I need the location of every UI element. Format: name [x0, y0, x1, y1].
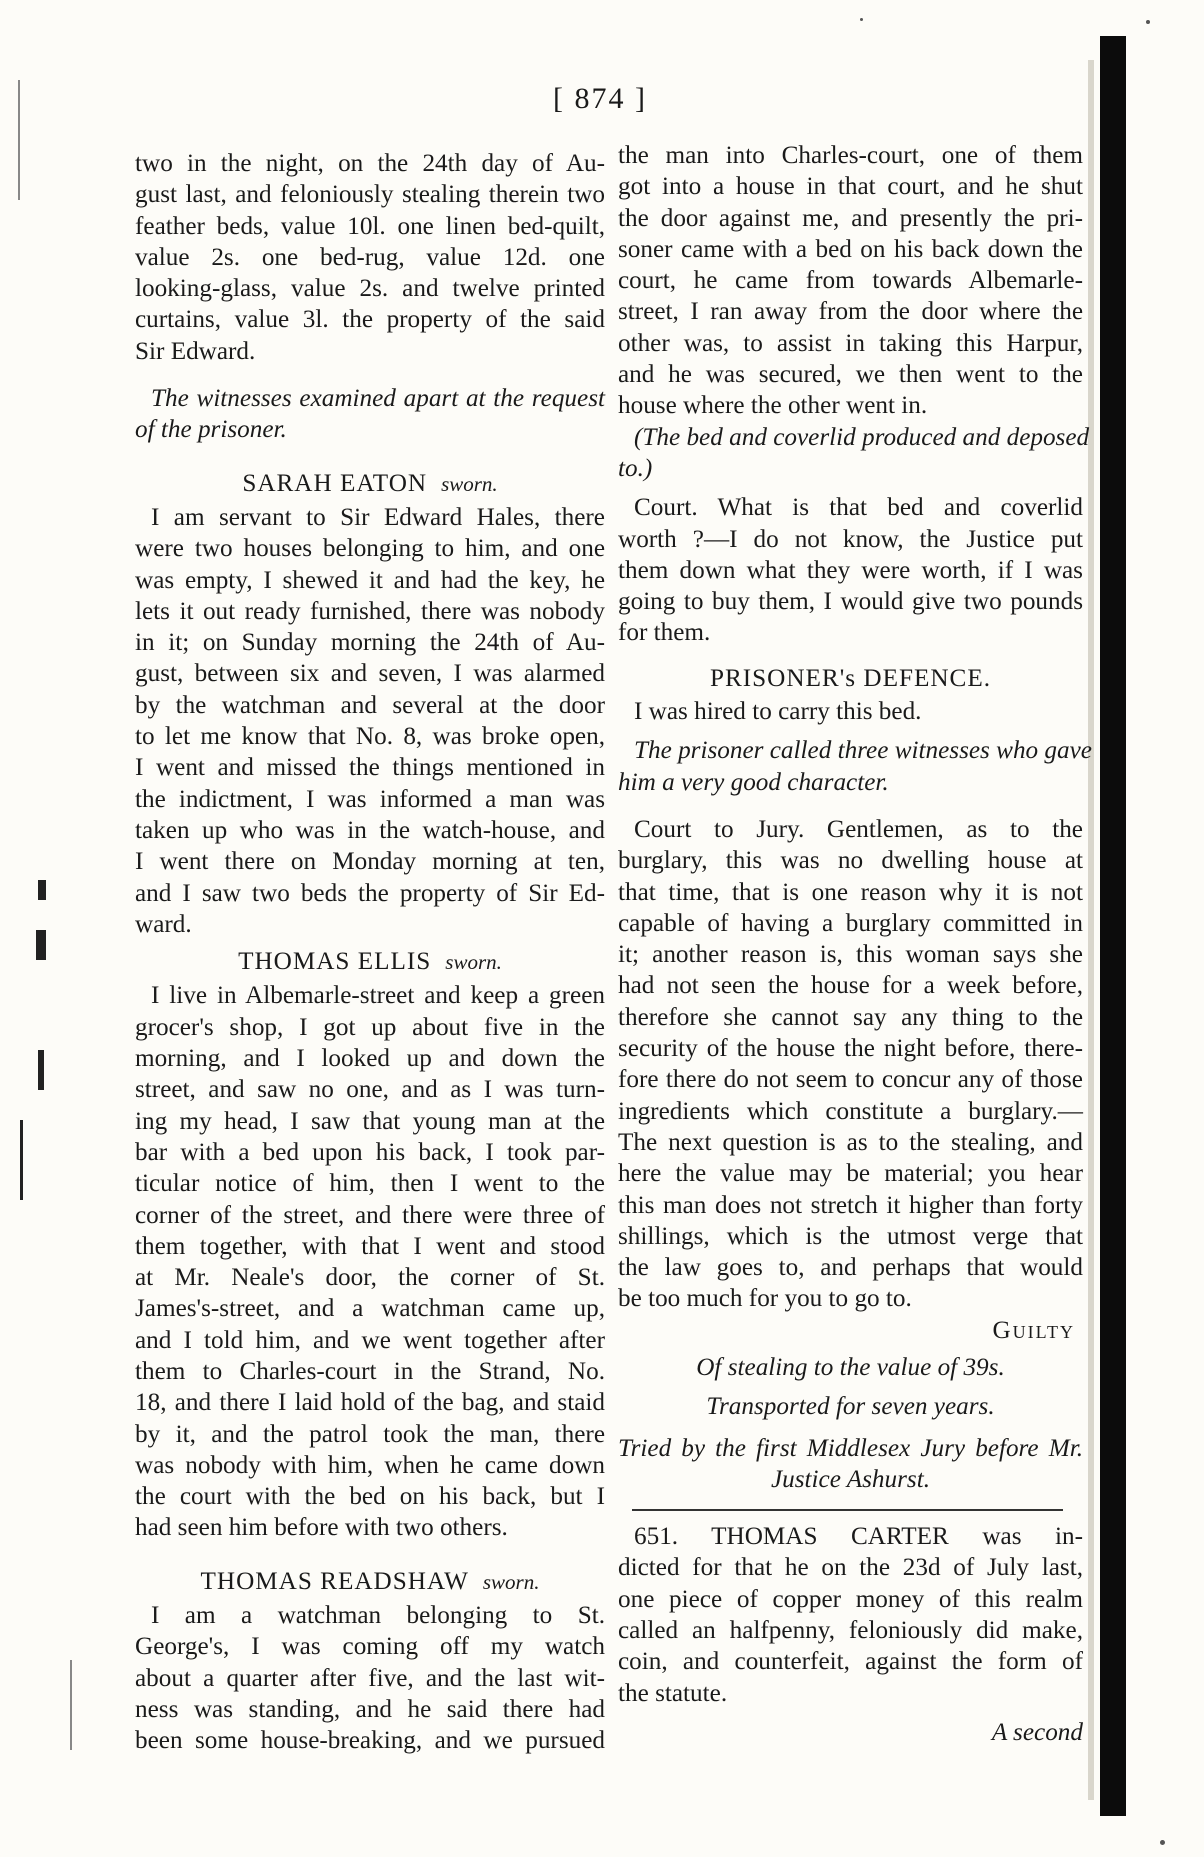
text-line: 651. THOMAS CARTER was in- — [634, 1523, 1083, 1551]
text-line: looking-glass, value 2s. and twelve printed — [135, 275, 605, 303]
text-line: was empty, I shewed it and had the key, he — [135, 566, 605, 594]
left-column — [135, 148, 605, 1757]
text-line: I live in Albemarle-street and keep a green — [151, 982, 605, 1010]
text-line: the indictment, I was informed a man was — [135, 785, 605, 813]
text-line: them to Charles-court in the Strand, No. — [135, 1357, 605, 1385]
text-line: the court with the bed on his back, but I — [135, 1483, 605, 1511]
text-line: The witnesses examined apart at the request — [151, 385, 605, 413]
witness-name: THOMAS READSHAW — [200, 1567, 469, 1595]
text-line: value 2s. one bed-rug, value 12d. one — [135, 243, 605, 271]
scan-mark — [20, 1120, 23, 1200]
text-line: ward. — [135, 910, 192, 938]
text-line: that time, that is one reason why it is not — [618, 878, 1083, 906]
text-line: Court. What is that bed and coverlid — [634, 494, 1083, 522]
text-line: Court to Jury. Gentlemen, as to the — [634, 815, 1083, 843]
text-line: by it, and the patrol took the man, there — [135, 1420, 605, 1448]
indictment-continuation — [135, 148, 605, 367]
scan-mark — [38, 1050, 44, 1090]
text-line: had not seen the house for a week before, — [618, 972, 1083, 1000]
court-to-jury — [618, 814, 1083, 1315]
evidence-note — [618, 422, 1090, 485]
defence-heading: PRISONER's DEFENCE. — [709, 664, 992, 692]
character-note — [618, 735, 1092, 798]
text-line: I am servant to Sir Edward Hales, there — [151, 503, 605, 531]
text-line: of the prisoner. — [135, 416, 287, 444]
text-line: be too much for you to go to. — [618, 1285, 912, 1313]
scan-mark — [18, 80, 20, 200]
text-line: the door against me, and presently the pri- — [618, 204, 1083, 232]
text-line: Justice Ashurst. — [770, 1465, 931, 1493]
text-line: to.) — [618, 454, 653, 482]
text-line: the law goes to, and perhaps that would — [618, 1254, 1083, 1282]
text-line: and I saw two beds the property of Sir Ed- — [135, 879, 605, 907]
verdict: Guilty — [992, 1316, 1075, 1344]
text-line: by the watchman and several at the door — [135, 691, 605, 719]
text-line: been some house-breaking, and we pursued — [135, 1727, 605, 1755]
text-line: house where the other went in. — [618, 392, 928, 420]
text-line: taken up who was in the watch-house, and — [135, 816, 605, 844]
text-line: was nobody with him, when he came down — [135, 1451, 605, 1479]
text-line: and he was secured, we then went to the — [618, 361, 1083, 389]
text-line: dicted for that he on the 23d of July last, — [618, 1554, 1083, 1582]
text-line: curtains, value 3l. the property of the said — [135, 306, 605, 334]
text-line: here the value may be material; you hear — [618, 1160, 1083, 1188]
text-line: at Mr. Neale's door, the corner of St. — [135, 1264, 605, 1292]
witness-testimony — [135, 980, 605, 1543]
sentence-line: Transported for seven years. — [706, 1393, 995, 1421]
text-line: court, he came from towards Albemarle- — [618, 267, 1083, 295]
text-line: capable of having a burglary committed in — [618, 909, 1083, 937]
text-line: shillings, which is the utmost verge that — [618, 1222, 1083, 1250]
text-line: had seen him before with two others. — [135, 1514, 508, 1542]
text-line: other was, to assist in taking this Harpur, — [618, 329, 1083, 357]
scan-speck — [1146, 20, 1150, 24]
text-line: in it; on Sunday morning the 24th of Au- — [135, 629, 605, 657]
text-line: burglary, this was no dwelling house at — [618, 847, 1083, 875]
text-line: grocer's shop, I got up about five in the — [135, 1013, 605, 1041]
text-line: it; another reason is, this woman says she — [618, 941, 1083, 969]
text-line: were two houses belonging to him, and one — [135, 535, 605, 563]
page-edge-shadow — [1088, 60, 1094, 1800]
text-line: corner of the street, and there were three of — [135, 1201, 605, 1229]
text-line: fore there do not seem to concur any of those — [618, 1066, 1083, 1094]
witness-testimony — [135, 502, 605, 940]
text-line: them together, with that I went and stood — [135, 1232, 605, 1260]
text-line: ingredients which constitute a burglary.— — [618, 1097, 1083, 1125]
text-line: (The bed and coverlid produced and deposed — [634, 423, 1090, 451]
text-line: morning, and I looked up and down the — [135, 1045, 605, 1073]
text-line: coin, and counterfeit, against the form of — [618, 1648, 1083, 1676]
court-question — [618, 492, 1083, 648]
text-line: James's-street, and a watchman came up, — [135, 1295, 605, 1323]
text-line: for them. — [618, 619, 711, 647]
text-line: Tried by the first Middlesex Jury before Mr. — [618, 1434, 1083, 1462]
text-line: lets it out ready furnished, there was nobody — [135, 597, 605, 625]
witness-name: THOMAS ELLIS — [238, 948, 432, 976]
section-divider — [632, 1509, 1063, 1511]
witness-name: SARAH EATON — [242, 469, 428, 497]
witness-testimony — [135, 1600, 605, 1756]
text-line: ness was standing, and he said there had — [135, 1695, 605, 1723]
text-line: soner came with a bed on his back down the — [618, 235, 1083, 263]
text-line: called an halfpenny, feloniously did make, — [618, 1617, 1083, 1645]
testimony-continuation — [618, 140, 1083, 422]
text-line: and I told him, and we went together after — [135, 1326, 605, 1354]
text-line: got into a house in that court, and he shut — [618, 173, 1083, 201]
text-line: gust last, and feloniously stealing therein two — [135, 181, 605, 209]
sworn-label: sworn. — [441, 471, 498, 496]
text-line: I went and missed the things mentioned in — [135, 754, 605, 782]
text-line: ticular notice of him, then I went to the — [135, 1170, 605, 1198]
text-line: this man does not stretch it higher than forty — [618, 1191, 1083, 1219]
case-651 — [618, 1521, 1083, 1709]
text-line: them down what they were worth, if I was — [618, 556, 1083, 584]
book-spine-shadow — [1100, 36, 1126, 1816]
witnesses-note — [135, 383, 605, 446]
text-line: therefore she cannot say any thing to the — [618, 1003, 1083, 1031]
text-line: to let me know that No. 8, was broke open, — [135, 723, 605, 751]
text-line: one piece of copper money of this realm — [618, 1585, 1083, 1613]
text-line: about a quarter after five, and the last wit- — [135, 1664, 605, 1692]
text-line: The prisoner called three witnesses who gave — [634, 737, 1092, 765]
text-line: feather beds, value 10l. one linen bed-quilt, — [135, 212, 605, 240]
text-line: gust, between six and seven, I was alarmed — [135, 660, 605, 688]
tried-note — [618, 1433, 1083, 1496]
scan-mark — [36, 930, 46, 960]
text-line: going to buy them, I would give two pounds — [618, 588, 1083, 616]
text-line: him a very good character. — [618, 768, 889, 796]
text-line: ing my head, I saw that young man at the — [135, 1107, 605, 1135]
witness-heading — [135, 1566, 605, 1598]
text-line: street, and saw no one, and as I was turn- — [135, 1076, 605, 1104]
text-line: street, I ran away from the door where the — [618, 298, 1083, 326]
sentence-line: Of stealing to the value of 39s. — [696, 1353, 1005, 1381]
page-number: [ 874 ] — [553, 82, 647, 115]
sworn-label: sworn. — [482, 1569, 540, 1594]
witness-heading — [135, 468, 605, 500]
scan-mark — [38, 880, 46, 900]
text-line: The next question is as to the stealing, and — [618, 1128, 1083, 1156]
witness-heading — [135, 946, 605, 978]
text-line: Sir Edward. — [135, 337, 256, 365]
scan-speck — [860, 18, 863, 21]
right-column — [618, 140, 1092, 1748]
text-line: the statute. — [618, 1679, 728, 1707]
text-line: bar with a bed upon his back, I took par- — [135, 1138, 605, 1166]
scan-speck — [1160, 1840, 1165, 1845]
defence-statement: I was hired to carry this bed. — [634, 698, 922, 726]
sworn-label: sworn. — [445, 950, 502, 975]
text-line: 18, and there I laid hold of the bag, and staid — [135, 1389, 605, 1417]
text-line: the man into Charles-court, one of them — [618, 142, 1083, 169]
text-line: worth ?—I do not know, the Justice put — [618, 525, 1083, 553]
text-line: George's, I was coming off my watch — [135, 1633, 605, 1661]
text-line: I went there on Monday morning at ten, — [135, 848, 605, 876]
text-line: I am a watchman belonging to St. — [151, 1602, 605, 1630]
catchword: A second — [991, 1718, 1083, 1746]
scan-mark — [70, 1660, 72, 1750]
text-line: security of the house the night before, there- — [618, 1035, 1083, 1063]
text-line: two in the night, on the 24th day of Au- — [135, 150, 605, 177]
